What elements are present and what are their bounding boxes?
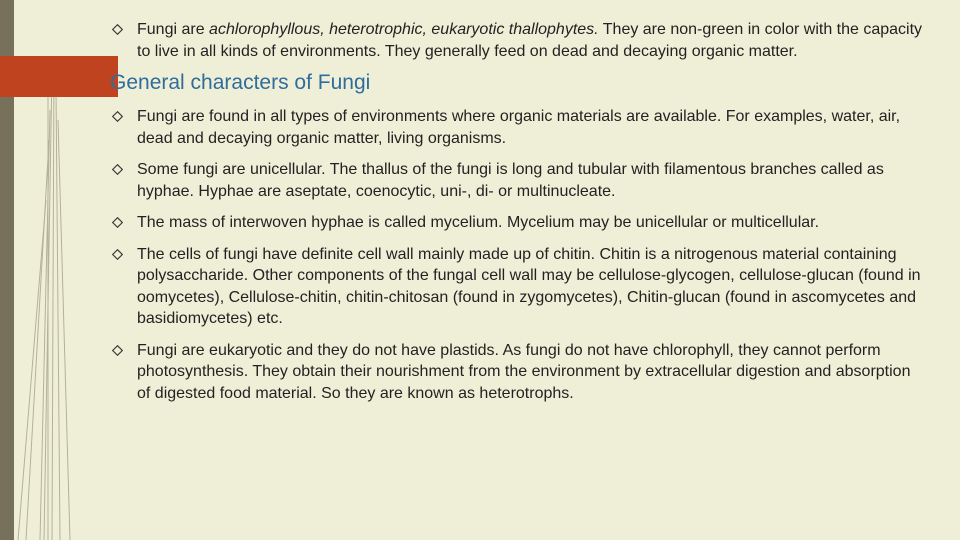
- bullet-item: [108, 212, 928, 234]
- accent-bar: [0, 56, 118, 97]
- diamond-bullet-icon: [112, 111, 123, 122]
- bullet-text: Some fungi are unicellular. The thallus of the fungi is long and tubular with filamentous branches called as hyphae. Hyphae are aseptate, coenocytic, uni-, di- or multinucleate.: [137, 161, 884, 200]
- diamond-bullet-icon: [112, 345, 123, 356]
- bullet-item: [108, 159, 928, 202]
- bullet-text: Fungi are found in all types of environments where organic materials are available. For examples, water, air, dead and decaying organic matter, living organisms.: [137, 108, 901, 147]
- diamond-bullet-icon: [112, 164, 123, 175]
- bullet-text: The mass of interwoven hyphae is called mycelium. Mycelium may be unicellular or multicellular.: [137, 214, 820, 231]
- intro-text: Fungi are: [137, 21, 210, 38]
- bullet-item: [108, 244, 928, 330]
- diamond-bullet-icon: [112, 217, 123, 228]
- bullet-text: Fungi are eukaryotic and they do not have plastids. As fungi do not have chlorophyll, they cannot perform photosynthesis. They obtain their nourishment from the environment by extracellular digestion and absorption of digested food material. So they are known as heterotrophs.: [137, 341, 911, 402]
- bullet-item: [108, 340, 928, 405]
- intro-bullet: [108, 19, 928, 62]
- diamond-bullet-icon: [112, 24, 123, 35]
- bullet-item: [108, 106, 928, 149]
- slide-content: [108, 19, 928, 404]
- section-heading: General characters of Fungi: [110, 71, 371, 94]
- intro-italic-text: achlorophyllous, heterotrophic, eukaryotic thallophytes.: [209, 21, 599, 38]
- diamond-bullet-icon: [112, 249, 123, 260]
- bullet-text: The cells of fungi have definite cell wall mainly made up of chitin. Chitin is a nitrogenous material containing polysaccharide. Other components of the fungal cell wall may be cellulose-glycogen, cellulose-glucan (found in oomycetes), Cellulose-chitin, chitin-chitosan (found in zygomycetes), Chitin-glucan (found in ascomycetes and basidiomycetes) etc.: [137, 245, 921, 327]
- intro-text-continued: They are non-green in color with the capacity to live in all kinds of environments. They generally feed on dead and decaying organic matter.: [137, 21, 923, 60]
